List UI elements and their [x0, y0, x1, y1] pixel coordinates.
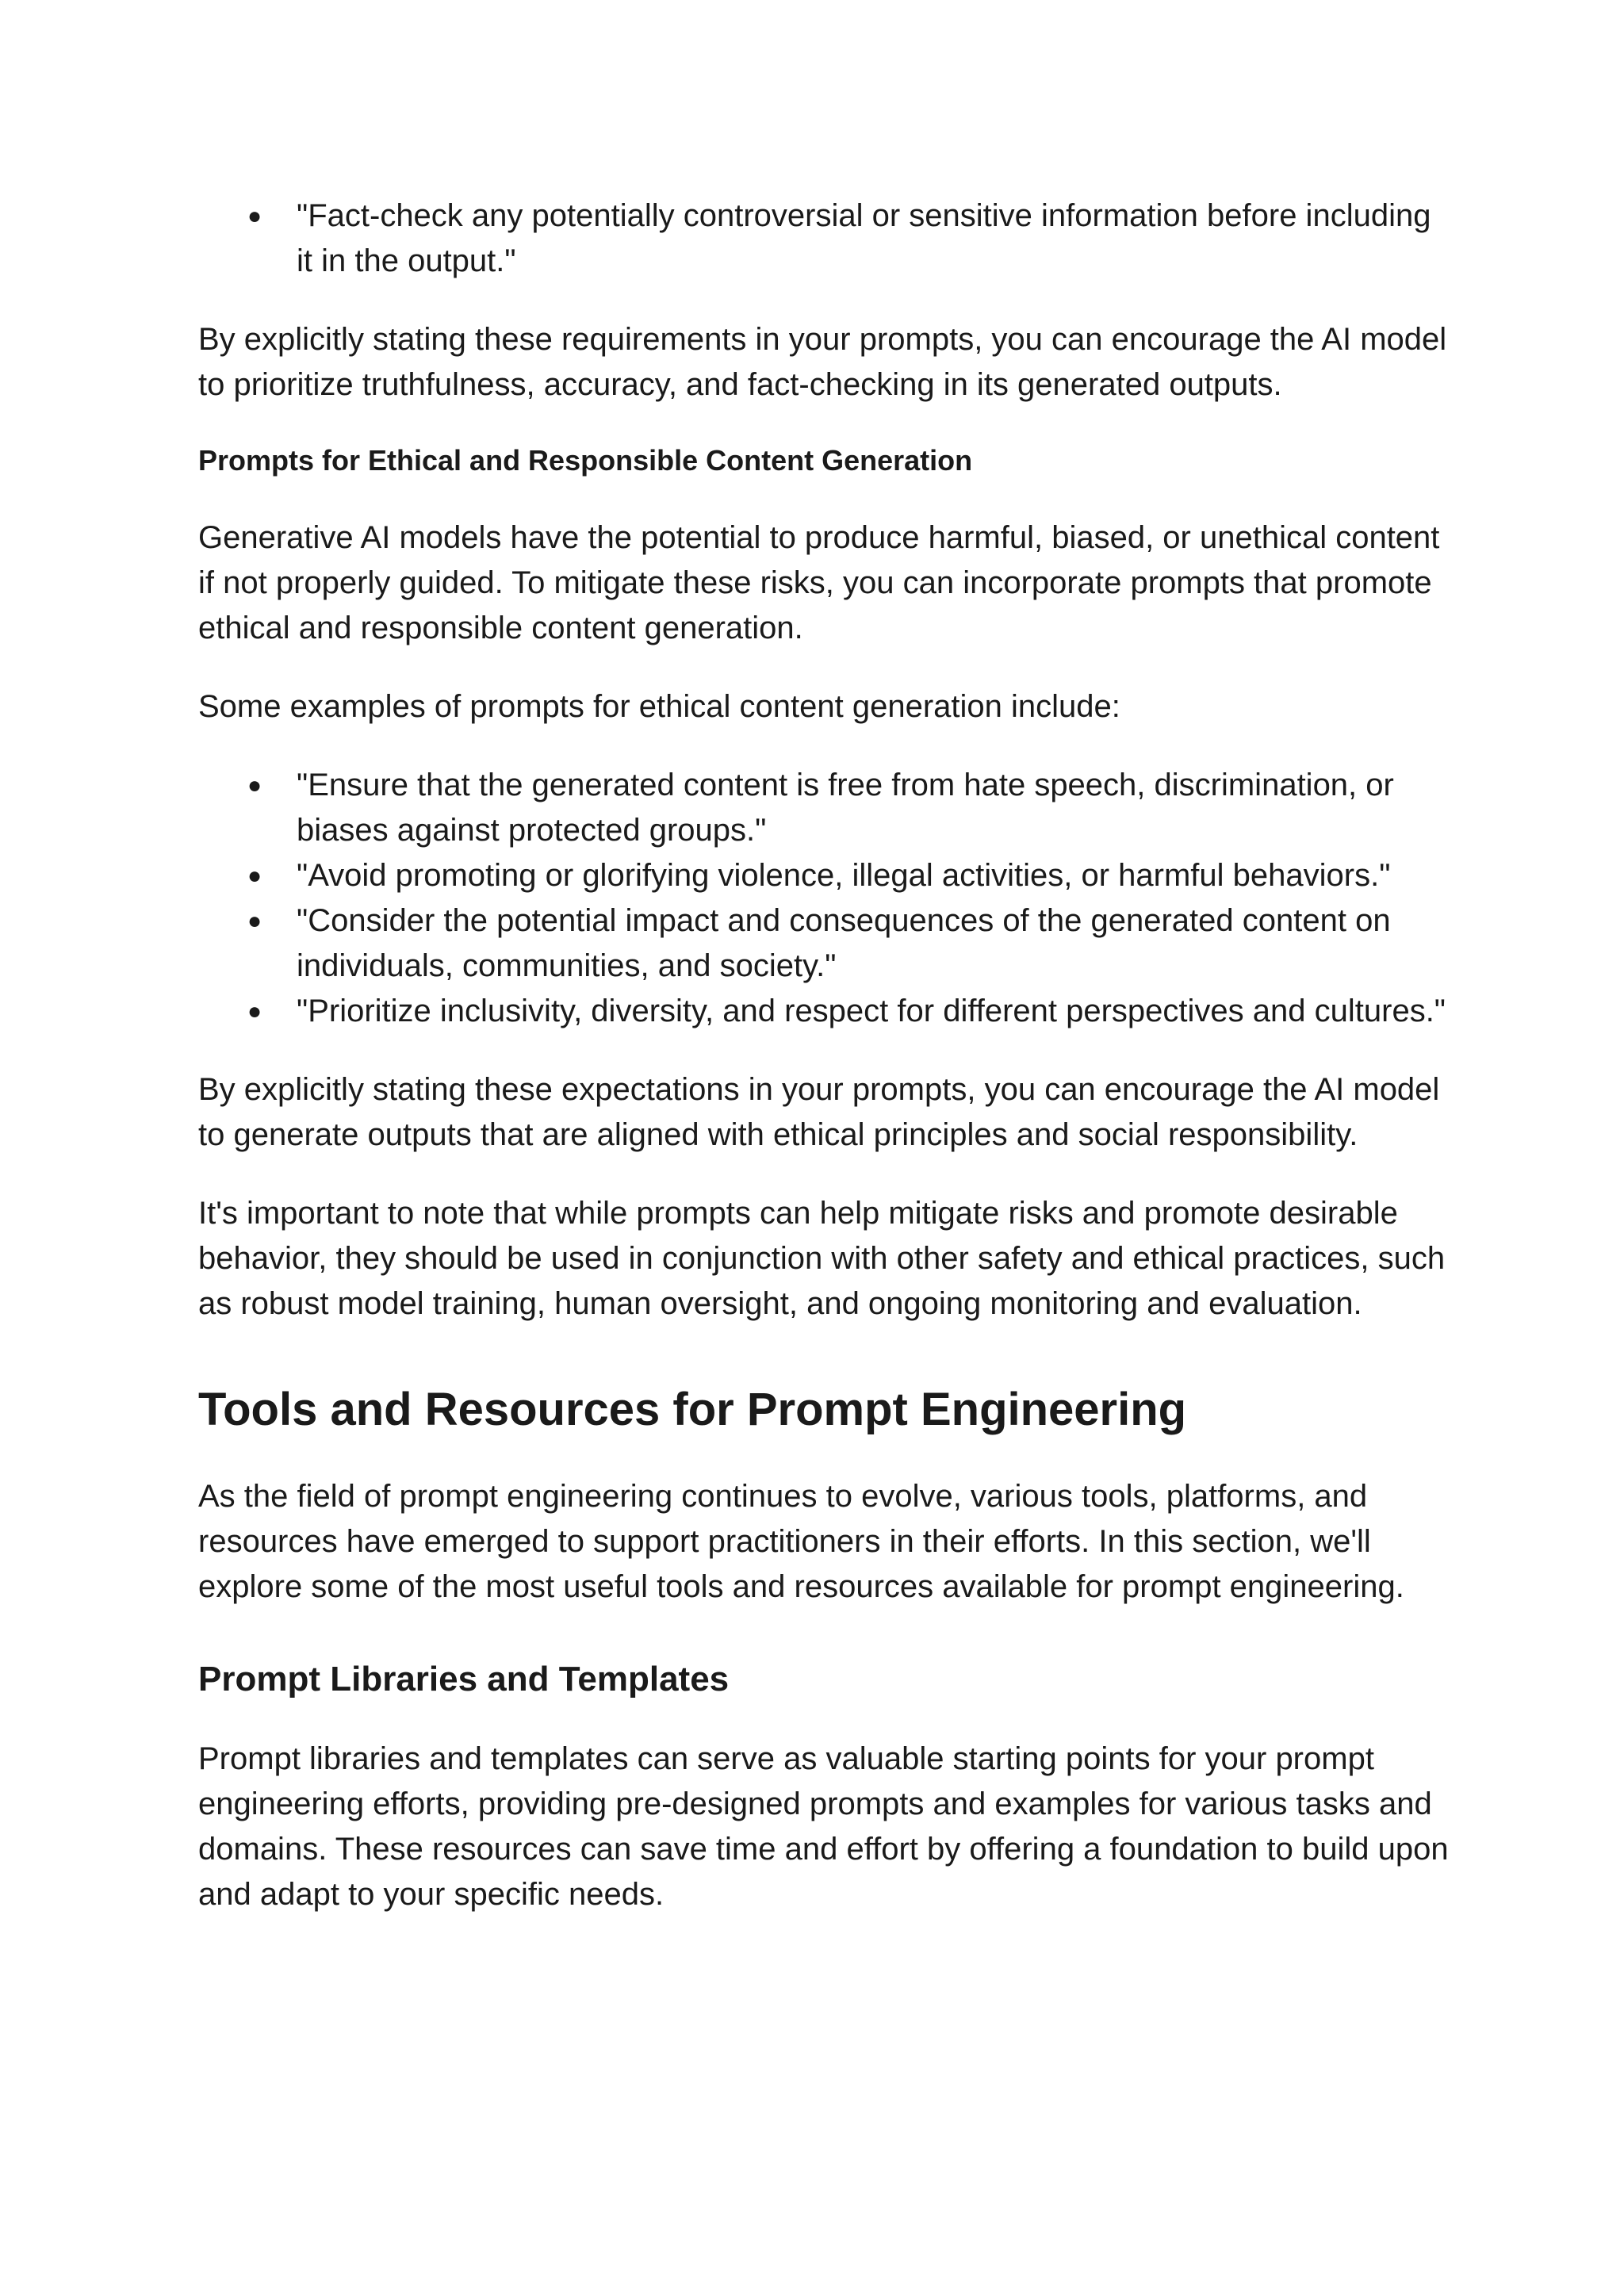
- list-item-text: "Consider the potential impact and consequences of the generated content on individuals, communities, and society.": [297, 903, 1391, 983]
- heading-ethical-prompts: Prompts for Ethical and Responsible Content Generation: [198, 444, 973, 477]
- list-item: [198, 989, 1451, 1034]
- list-item: [198, 853, 1451, 898]
- bullet-icon: ●: [247, 863, 262, 889]
- list-item-text: "Prioritize inclusivity, diversity, and respect for different perspectives and cultures.": [297, 994, 1446, 1028]
- list-item-text: "Ensure that the generated content is free from hate speech, discrimination, or biases against protected groups.": [297, 768, 1394, 848]
- paragraph-ethical-outro: By explicitly stating these expectations in your prompts, you can encourage the AI model to generate outputs that are aligned with ethical principles and social responsibility.: [198, 1072, 1440, 1152]
- fact-check-list: [198, 193, 1451, 284]
- list-item: [198, 193, 1451, 284]
- list-item: [198, 763, 1451, 853]
- bullet-icon: ●: [247, 908, 262, 934]
- paragraph-accuracy: By explicitly stating these requirements in your prompts, you can encourage the AI model to prioritize truthfulness, accuracy, and fact-checking in its generated outputs.: [198, 322, 1447, 402]
- bullet-icon: ●: [247, 772, 262, 798]
- heading-tools-resources: Tools and Resources for Prompt Engineering: [198, 1384, 1187, 1435]
- paragraph-note: It's important to note that while prompts can help mitigate risks and promote desirable behavior, they should be used in conjunction with other safety and ethical practices, such as robust model training, human oversight, and ongoing monitoring and evaluation.: [198, 1196, 1446, 1321]
- paragraph-tools-intro: As the field of prompt engineering continues to evolve, various tools, platforms, and resources have emerged to support practitioners in their efforts. In this section, we'll explore some of the most useful tools and resources available for prompt engineering.: [198, 1479, 1404, 1604]
- paragraph-examples-intro: Some examples of prompts for ethical content generation include:: [198, 689, 1120, 724]
- bullet-icon: ●: [247, 203, 262, 229]
- paragraph-libraries: Prompt libraries and templates can serve as valuable starting points for your prompt engineering efforts, providing pre-designed prompts and examples for various tasks and domains. These resources can save time and effort by offering a foundation to build upon and adapt to your specific needs.: [198, 1741, 1449, 1912]
- paragraph-ethical-intro: Generative AI models have the potential to produce harmful, biased, or unethical content if not properly guided. To mitigate these risks, you can incorporate prompts that promote ethical and responsible content generation.: [198, 520, 1440, 645]
- list-item: [198, 898, 1451, 989]
- document-page: [198, 193, 1451, 1951]
- ethical-prompts-list: [198, 763, 1451, 1034]
- list-item-text: "Avoid promoting or glorifying violence, illegal activities, or harmful behaviors.": [297, 858, 1391, 893]
- bullet-icon: ●: [247, 998, 262, 1024]
- list-item-text: "Fact-check any potentially controversial or sensitive information before including it in the output.": [297, 198, 1431, 278]
- heading-prompt-libraries: Prompt Libraries and Templates: [198, 1660, 730, 1698]
